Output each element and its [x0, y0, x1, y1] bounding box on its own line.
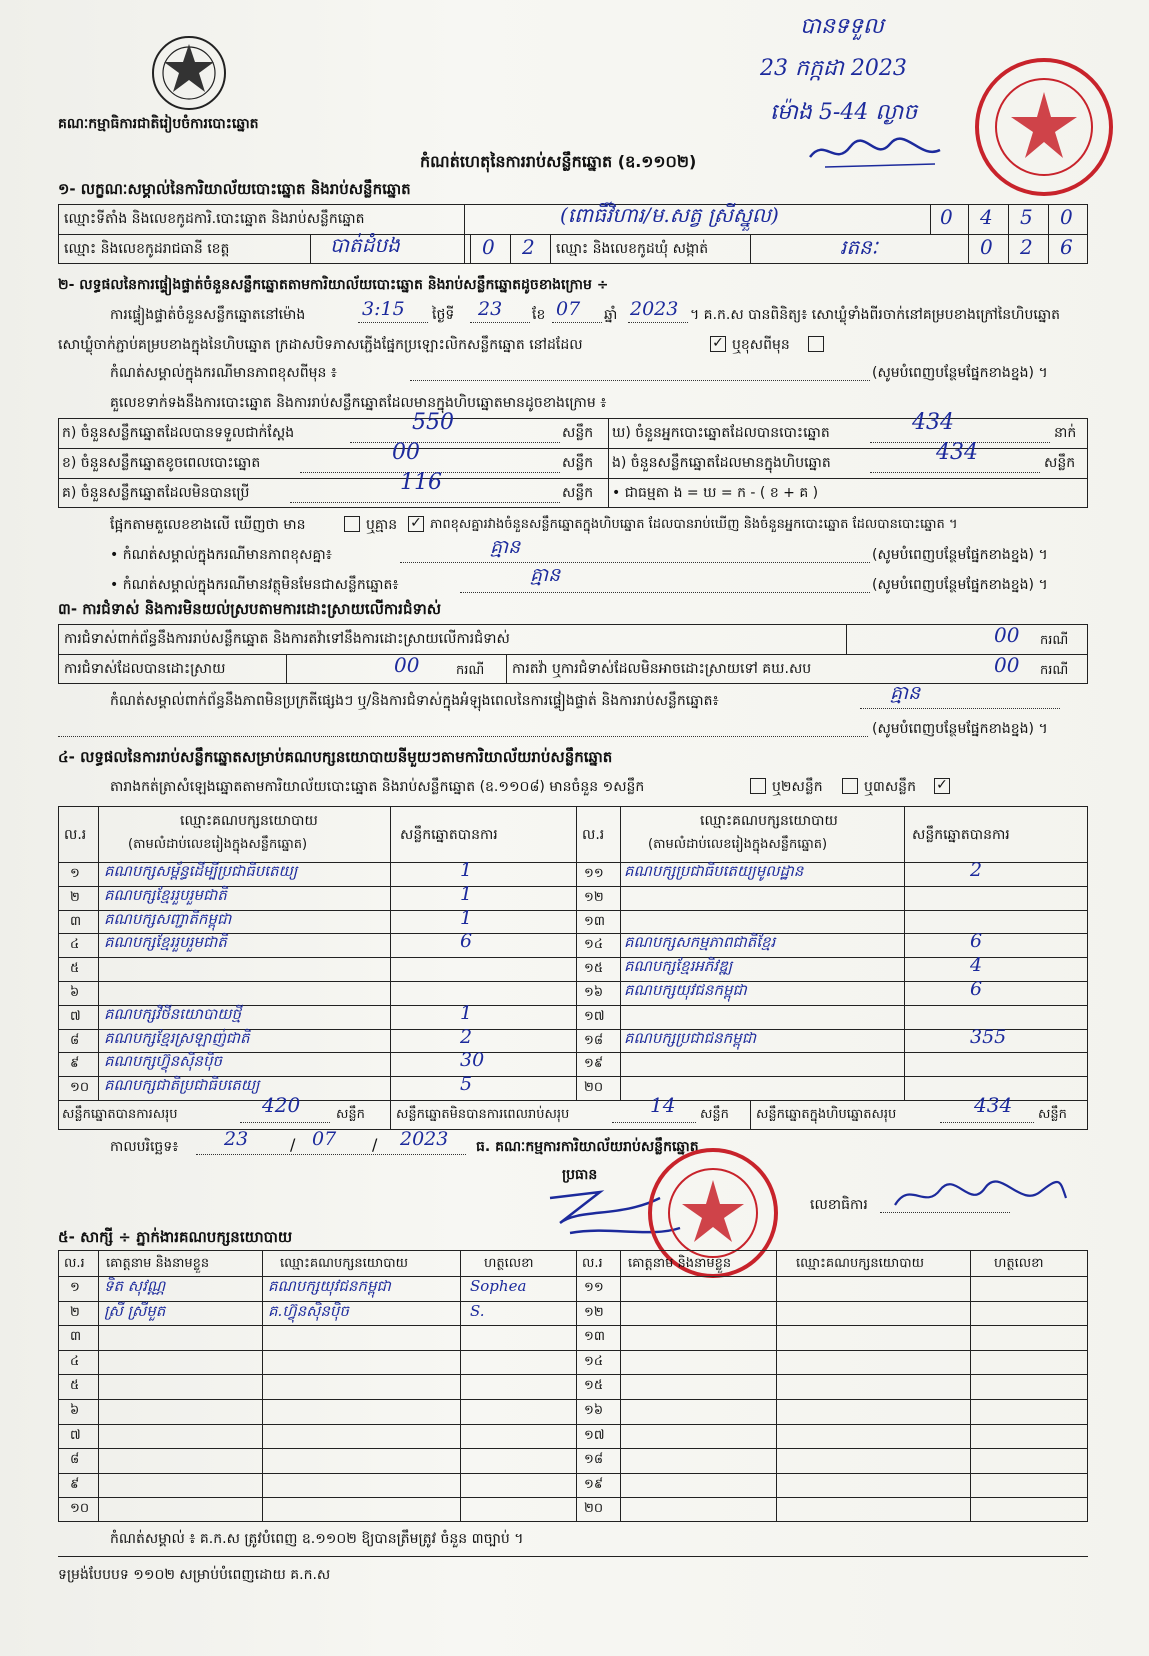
diff-note-label: កំណត់សម្គាល់ក្នុងករណីមានភាពខុសពីមុន ៖ — [110, 365, 337, 381]
witness-row-no-left: ១០ — [70, 1501, 90, 1517]
witness-row-divider — [58, 1301, 1088, 1302]
witness-row-party: គ.ហ៊្វុនស៊ិនប៉ិច — [268, 1301, 349, 1320]
station-code-2: 4 — [980, 205, 993, 229]
party-row-name-left: គណបក្សខ្មែរស្រឡាញ់ជាតិ — [104, 1028, 250, 1047]
province-code-2: 2 — [522, 235, 535, 259]
ka-unit: សន្លឹក — [562, 425, 594, 441]
date-year: 2023 — [400, 1128, 449, 1150]
witness-row-no-right: ១៨ — [584, 1452, 604, 1468]
party-row-name-left: គណបក្សសញ្ជាតិកម្ពុជា — [104, 909, 232, 928]
irregularity-note-label: កំណត់សម្គាល់ពាក់ព័ន្ធនឹងភាពមិនប្រក្រតីផ្សេងៗ ឬ/និងការជំទាស់ក្នុងអំឡុងពេលនៃការផ្ទៀងផ្ទាត់ និងការរាប់សន្លឹកឆ្នោត៖ — [110, 693, 719, 709]
party-row-votes-left: 1 — [460, 859, 473, 881]
party-row-no-left: ៥ — [70, 961, 80, 977]
witness-row-no-left: ៦ — [70, 1403, 80, 1418]
tally-3sheet-checkbox[interactable]: ✓ — [934, 778, 950, 794]
irregularity-fill: (សូមបំពេញបន្ថែមផ្នែកខាងខ្នង) ។ — [872, 721, 1048, 737]
kha-unit: សន្លឹក — [562, 455, 594, 471]
objections-resolved-unit: ករណី — [456, 663, 485, 678]
party-row-no-left: ១ — [70, 866, 80, 881]
objections-unresolved-label: ការតវ៉ា ឬការជំទាស់ដែលមិនអាចដោះស្រាយទៅ គឃ.សប — [512, 661, 812, 677]
witness-row-divider — [58, 1424, 1088, 1425]
ngo-value: 434 — [936, 440, 978, 465]
secretary-label: លេខាធិការ — [810, 1197, 868, 1213]
party-row-no-right: ១២ — [584, 889, 604, 905]
received-time: ម៉ោង 5-44 ល្ងាច — [770, 100, 918, 125]
note2-fill: (សូមបំពេញបន្ថែមផ្នែកខាងខ្នង) ។ — [872, 577, 1048, 593]
tally-2sheet-checkbox[interactable] — [842, 778, 858, 794]
receiver-signature — [805, 132, 945, 172]
party-row-votes-right: 6 — [970, 978, 983, 1000]
party-row-no-right: ១៣ — [584, 913, 605, 929]
party-row-votes-left: 1 — [460, 1001, 473, 1024]
total-box-label: សន្លឹកឆ្នោតក្នុងហិបឆ្នោតសរុប — [756, 1107, 897, 1122]
witness-row-divider — [58, 1399, 1088, 1400]
station-label: ឈ្មោះទីតាំង និងលេខកូដការិ.បោះឆ្នោត និងរាប់សន្លឹកឆ្នោត — [64, 211, 365, 227]
station-value: (ពោធិ៍វិហារ/ម.សត្វ ស្រីស្នួល) — [560, 203, 779, 227]
total-valid-value: 420 — [262, 1093, 301, 1117]
party-row-name-left: គណបក្សសម្ព័ន្ធដើម្បីប្រជាធិបតេយ្យ — [104, 862, 298, 880]
witness-row-divider — [58, 1374, 1088, 1375]
ngo-label: ង) ចំនួនសន្លឹកឆ្នោតដែលមានក្នុងហិបឆ្នោត — [612, 455, 831, 471]
party-row-name-right: គណបក្សប្រជាធិបតេយ្យមូលដ្ឋាន — [624, 862, 804, 880]
objections-resolved-value: 00 — [394, 653, 420, 677]
tally-3sheet-label: ឬ៣សន្លឹក — [864, 779, 916, 795]
verify-line2: សោឃ្លុំចាក់ភ្ជាប់គម្របខាងក្នុងនៃហិបឆ្នោត ក្រដាសបិទភាសភ្ជើងផ្នែកប្រឡោះលិកសន្លឹកឆ្នោត នៅដដែល — [58, 337, 583, 353]
witness-col-sign-right: ហត្ថលេខា — [994, 1256, 1044, 1271]
form-id: ទម្រង់បែបបទ ១១០២ សម្រាប់បំពេញដោយ គ.ក.ស — [58, 1567, 331, 1583]
commune-code-1: 0 — [980, 235, 993, 259]
total-invalid-label: សន្លឹកឆ្នោតមិនបានការពេលរាប់សរុប — [396, 1107, 570, 1122]
note1-label: • កំណត់សម្គាល់ក្នុងករណីមានភាពខុសគ្នា៖ — [110, 547, 332, 563]
received-label: បានទទួល — [800, 14, 884, 39]
witness-col-sign-left: ហត្ថលេខា — [484, 1256, 534, 1271]
total-valid-label: សន្លឹកឆ្នោតបានការសរុប — [62, 1107, 178, 1122]
party-row-no-right: ១៩ — [584, 1056, 604, 1072]
kha-value: 00 — [392, 440, 420, 465]
party-col-sub-left: (តាមលំដាប់លេខរៀងក្នុងសន្លឹកឆ្នោត) — [128, 837, 308, 852]
witness-col-no-right: ល.រ — [582, 1256, 603, 1271]
witness-row-no-left: ៧ — [70, 1427, 81, 1443]
witness-row-name: ទិត សុវណ្ណ — [104, 1277, 166, 1295]
commune-label: ឈ្មោះ និងលេខកូដឃុំ សង្កាត់ — [556, 241, 709, 257]
received-date: 23 កក្កដា 2023 — [760, 56, 907, 81]
witness-row-divider — [58, 1497, 1088, 1498]
witness-row-no-left: ៨ — [70, 1452, 80, 1468]
party-col-name-left: ឈ្មោះគណបក្សនយោបាយ — [180, 813, 318, 829]
commune-code-3: 6 — [1060, 235, 1073, 259]
section2-title: ២- លទ្ធផលនៃការផ្ទៀងផ្ទាត់ចំនួនសន្លឹកឆ្នោតតាមការិយាល័យបោះឆ្នោត និងរាប់សន្លឹកឆ្នោតដូចខាងក្រោម ÷ — [58, 277, 609, 293]
witness-row-signature: Sophea — [470, 1277, 527, 1295]
date-day: 23 — [224, 1128, 249, 1150]
witness-row-divider — [58, 1448, 1088, 1449]
witness-row-no-left: ៤ — [70, 1353, 80, 1369]
commune-value: រតនៈ — [840, 235, 878, 259]
party-row-name-right: គណបក្សសកម្មភាពជាតិខ្មែរ — [624, 933, 776, 952]
ko-label: គ) ចំនួនសន្លឹកឆ្នោតដែលមិនបានប្រើ — [62, 485, 250, 501]
party-row-votes-left: 2 — [460, 1025, 473, 1048]
witness-col-party-right: ឈ្មោះគណបក្សនយោបាយ — [796, 1256, 924, 1271]
party-row-votes-right: 355 — [970, 1025, 1007, 1048]
witness-row-signature: S. — [470, 1301, 485, 1320]
party-row-no-left: ៩ — [70, 1056, 80, 1072]
witness-row-no-left: ៥ — [70, 1378, 80, 1394]
ngo-unit: សន្លឹក — [1044, 455, 1076, 471]
party-row-name-left: គណបក្សហ៊្វុនស៊ិនប៉ិច — [104, 1052, 222, 1071]
witness-row-divider — [58, 1325, 1088, 1326]
witness-row-no-right: ១៩ — [584, 1476, 604, 1492]
party-row-no-right: ១៦ — [584, 985, 604, 1000]
tally-intro: តារាងកត់ត្រាសំឡេងឆ្នោតតាមការិយាល័យបោះឆ្នោត និងរាប់សន្លឹកឆ្នោត (ឧ.១១០៨) មានចំនួន ១សន្លឹក — [110, 779, 645, 795]
ko-unit: សន្លឹក — [562, 485, 594, 501]
party-row-divider — [58, 957, 1088, 958]
party-row-name-right: គណបក្សប្រជាជនកម្ពុជា — [624, 1028, 756, 1047]
org-name: គណៈកម្មាធិការជាតិរៀបចំការបោះឆ្នោត — [58, 116, 259, 132]
note1-value: គ្មាន — [490, 536, 521, 558]
party-row-name-right: គណបក្សខ្មែរអភិវឌ្ឍ — [624, 957, 733, 976]
has-diff-checkbox[interactable] — [344, 516, 360, 532]
party-row-name-left: គណបក្សខ្មែររួបរួមជាតិ — [104, 933, 227, 952]
diff-note-fill: (សូមបំពេញបន្ថែមផ្នែកខាងខ្នង) ។ — [872, 365, 1048, 381]
party-col-name-right: ឈ្មោះគណបក្សនយោបាយ — [700, 813, 838, 829]
total-valid-unit: សន្លឹក — [336, 1107, 365, 1122]
year-label: ឆ្នាំ — [604, 307, 618, 323]
party-row-no-left: ៦ — [70, 985, 80, 1000]
day-label: ថ្ងៃទី — [432, 307, 455, 323]
party-row-no-right: ១៤ — [584, 937, 604, 953]
ka-label: ក) ចំនួនសន្លឹកឆ្នោតដែលបានទទួលជាក់ស្តែង — [62, 425, 295, 441]
total-box-value: 434 — [974, 1093, 1013, 1117]
form-page: គណៈកម្មាធិការជាតិរៀបចំការបោះឆ្នោត កំណត់ហេតុនៃការរាប់សន្លឹកឆ្នោត (ឧ.១១០២) បានទទួល 23 កក្កដា 2023 ម៉ោង 5-44 ល្ងាច ១- លក្ខណៈសម្គាល់នៃការិយាល័យបោះឆ្នោត និងរាប់សន្លឹកឆ្នោត ឈ្មោះទីតាំង និងលេខកូដការិ.បោះឆ្នោត និងរាប់សន្លឹកឆ្នោត (ពោធិ៍វិហារ/ម.សត្វ ស្រីស្នួល) 0 4 5 0 ឈ្មោះ និងលេខកូដរាជធានី ខេត្ត បាត់ដំបង 0 2 ឈ្មោះ និងលេខកូដឃុំ សង្កាត់ រតនៈ 0 2 6 ២- លទ្ធផលនៃការផ្ទៀងផ្ទាត់ចំនួនសន្លឹកឆ្នោតតាមការិយាល័យបោះឆ្នោត និងរាប់សន្លឹកឆ្នោតដូចខាងក្រោម ÷ ការផ្ទៀងផ្ទាត់ចំនួនសន្លឹកឆ្នោតនៅម៉ោង 3:15 ថ្ងៃទី 23 ខែ 07 ឆ្នាំ 2023 ។ គ.ក.ស បានពិនិត្យ៖ សោឃ្លុំទាំងពីរចាក់នៅគម្របខាងក្រៅនៃហិបឆ្នោត សោឃ្លុំចាក់ភ្ជាប់គម្របខាងក្នុងនៃហិបឆ្នោត ក្រដាសបិទភាសភ្ជើងផ្នែកប្រឡោះលិកសន្លឹកឆ្នោត នៅដដែល ✓ ឬខុសពីមុន កំណត់សម្គាល់ក្នុងករណីមានភាពខុសពីមុន ៖ (សូមបំពេញបន្ថែមផ្នែកខាងខ្នង) ។ គួលេខទាក់ទងនឹងការបោះឆ្នោត និងការរាប់សន្លឹកឆ្នោតដែលមានក្នុងហិបឆ្នោតមានដូចខាងក្រោម ៖ ក) ចំនួនសន្លឹកឆ្នោតដែលបានទទួលជាក់ស្តែង 550 សន្លឹក ខ) ចំនួនសន្លឹកឆ្នោតខូចពេលបោះឆ្នោត 00 សន្លឹក គ) ចំនួនសន្លឹកឆ្នោតដែលមិនបានប្រើ 116 សន្លឹក ឃ) ចំនួនអ្នកបោះឆ្នោតដែលបានបោះឆ្នោត 434 នាក់ ង) ចំនួនសន្លឹកឆ្នោតដែលមានក្នុងហិបឆ្នោត 434 សន្លឹក • ជាធម្មតា ង = ឃ = ក - ( ខ + គ ) ផ្អែកតាមតួលេខខាងលើ ឃើញថា មាន ឬគ្មាន ✓ ភាពខុសគ្នារវាងចំនួនសន្លឹកឆ្នោតក្នុងហិបឆ្នោត ដែលបានរាប់ឃើញ និងចំនួនអ្នកបោះឆ្នោត ដែលបានបោះឆ្នោត ។ • កំណត់សម្គាល់ក្នុងករណីមានភាពខុសគ្នា៖ គ្មាន (សូមបំពេញបន្ថែមផ្នែកខាងខ្នង) ។ • កំណត់សម្គាល់ក្នុងករណីមានវត្ថុមិនមែនជាសន្លឹកឆ្នោត៖ គ្មាន (សូមបំពេញបន្ថែមផ្នែកខាងខ្នង) ។ ៣- ការជំទាស់ និងការមិនយល់ស្របតាមការដោះស្រាយលើការជំទាស់ ការជំទាស់ពាក់ព័ន្ធនឹងការរាប់សន្លឹកឆ្នោត និងការតវ៉ាទៅនឹងការដោះស្រាយលើការជំទាស់ 00 ករណី ការជំទាស់ដែលបានដោះស្រាយ 00 ករណី ការតវ៉ា ឬការជំទាស់ដែលមិនអាចដោះស្រាយទៅ គឃ.សប 00 ករណី កំណត់សម្គាល់ពាក់ព័ន្ធនឹងភាពមិនប្រក្រតីផ្សេងៗ ឬ/និងការជំទាស់ក្នុងអំឡុងពេលនៃការផ្ទៀងផ្ទាត់ និងការរាប់សន្លឹកឆ្នោត៖ គ្មាន (សូមបំពេញបន្ថែមផ្នែកខាងខ្នង) ។ ៤- លទ្ធផលនៃការរាប់សន្លឹកឆ្នោតសម្រាប់គណបក្សនយោបាយនីមួយៗតាមការិយាល័យរាប់សន្លឹកឆ្នោត តារាងកត់ត្រាសំឡេងឆ្នោតតាមការិយាល័យបោះឆ្នោត និងរាប់សន្លឹកឆ្នោត (ឧ.១១០៨) មានចំនួន ១សន្លឹក ឬ២សន្លឹក ឬ៣សន្លឹក ✓ ល.រ ឈ្មោះគណបក្សនយោបាយ (តាមលំដាប់លេខរៀងក្នុងសន្លឹកឆ្នោត) សន្លឹកឆ្នោតបានការ ល.រ ឈ្មោះគណបក្សនយោបាយ (តាមលំដាប់លេខរៀងក្នុងសន្លឹកឆ្នោត) សន្លឹកឆ្នោតបានការ ១ គណបក្សសម្ព័ន្ធដើម្បីប្រជាធិបតេយ្យ 1 ១១ គណបក្សប្រជាធិបតេយ្យមូលដ្ឋាន 2 ២ គណបក្សខ្មែររួបរួមជាតិ 1 ១២ ៣ គណបក្សសញ្ជាតិកម្ពុជា 1 ១៣ ៤ គណបក្សខ្មែររួបរួមជាតិ 6 ១៤ គណបក្សសកម្មភាពជាតិខ្មែរ 6 ៥ ១៥ គណបក្សខ្មែរអភិវឌ្ឍ 4 ៦ ១៦ គណបក្សយុវជនកម្ពុជា 6 ៧ គណបក្សវិថីនយោបាយថ្មី 1 ១៧ ៨ គណបក្សខ្មែរស្រឡាញ់ជាតិ 2 ១៨ គណបក្សប្រជាជនកម្ពុជា 355 ៩ គណបក្សហ៊្វុនស៊ិនប៉ិច 30 ១៩ ១០ គណបក្សជាតិប្រជាធិបតេយ្យ 5 ២០ សន្លឹកឆ្នោតបានការសរុប 420 សន្លឹក សន្លឹកឆ្នោតមិនបានការពេលរាប់សរុប 14 សន្លឹក សន្លឹកឆ្នោតក្នុងហិបឆ្នោតសរុប 434 សន្លឹក កាលបរិច្ឆេទ៖ 23 / 07 / 2023 ធ. គណៈកម្មការការិយាល័យរាប់សន្លឹកឆ្នោត ប្រធាន លេខាធិការ ៥- សាក្សី ÷ ភ្នាក់ងារគណបក្សនយោបាយ ល.រ គោត្តនាម និងនាមខ្លួន ឈ្មោះគណបក្សនយោបាយ ហត្ថលេខា ល.រ គោត្តនាម និងនាមខ្លួន ឈ្មោះគណបក្សនយោបាយ ហត្ថលេខា ១ ទិត សុវណ្ណ គណបក្សយុវជនកម្ពុជា Sophea ១១ ២ ស្រី ស្រីមួត គ.ហ៊្វុនស៊ិនប៉ិច S. ១២ ៣ ១៣ ៤ ១៤ ៥ ១៥ ៦ ១៦ ៧ ១៧ ៨ ១៨ ៩ ១៩ ១០ ២០ កំណត់សម្គាល់ ៖ គ.ក.ស ត្រូវបំពេញ ឧ.១១០២ ឱ្យបានត្រឹមត្រូវ ចំនួន ៣ច្បាប់ ។ ទម្រង់បែបបទ ១១០២ សម្រាប់បំពេញដោយ គ.ក.ស — [0, 0, 1149, 1656]
objections-resolved-label: ការជំទាស់ដែលបានដោះស្រាយ — [64, 661, 226, 677]
party-row-name-right: គណបក្សយុវជនកម្ពុជា — [624, 981, 747, 999]
province-value: បាត់ដំបង — [330, 233, 400, 257]
objections-row1-value: 00 — [994, 623, 1020, 647]
total-invalid-unit: សន្លឹក — [700, 1107, 729, 1122]
nec-emblem — [148, 32, 230, 114]
party-row-name-left: គណបក្សជាតិប្រជាធិបតេយ្យ — [104, 1076, 260, 1095]
station-code-3: 5 — [1020, 205, 1033, 229]
form-title: កំណត់ហេតុនៃការរាប់សន្លឹកឆ្នោត (ឧ.១១០២) — [420, 152, 697, 171]
commune-code-2: 2 — [1020, 235, 1033, 259]
party-row-votes-left: 1 — [460, 906, 473, 929]
party-row-votes-right: 6 — [970, 930, 983, 953]
party-row-votes-left: 6 — [460, 930, 473, 953]
verify-time-label: ការផ្ទៀងផ្ទាត់ចំនួនសន្លឹកឆ្នោតនៅម៉ោង — [110, 307, 306, 323]
verify-month: 07 — [556, 298, 581, 320]
party-row-no-right: ១៥ — [584, 961, 604, 977]
or-different-label: ឬខុសពីមុន — [732, 337, 790, 353]
party-row-votes-right: 2 — [970, 859, 983, 881]
witness-row-no-left: ៣ — [70, 1329, 82, 1345]
party-row-votes-left: 30 — [460, 1049, 485, 1072]
witness-row-no-right: ១៦ — [584, 1403, 604, 1418]
party-row-no-right: ១១ — [584, 866, 604, 881]
verify-day: 23 — [478, 298, 503, 320]
witness-row-name: ស្រី ស្រីមួត — [104, 1301, 166, 1320]
verify-year: 2023 — [630, 298, 679, 320]
witness-col-no-left: ល.រ — [64, 1256, 85, 1271]
footer-note: កំណត់សម្គាល់ ៖ គ.ក.ស ត្រូវបំពេញ ឧ.១១០២ ឱ្យបានត្រឹមត្រូវ ចំនួន ៣ច្បាប់ ។ — [110, 1531, 524, 1547]
witness-row-party: គណបក្សយុវជនកម្ពុជា — [268, 1277, 391, 1295]
irregularity-note-value: គ្មាន — [890, 682, 921, 704]
note1-fill: (សូមបំពេញបន្ថែមផ្នែកខាងខ្នង) ។ — [872, 547, 1048, 563]
witness-col-party-left: ឈ្មោះគណបក្សនយោបាយ — [280, 1256, 408, 1271]
witness-row-no-right: ១១ — [584, 1280, 604, 1295]
witness-row-no-right: ១៥ — [584, 1378, 604, 1394]
kho-unit: នាក់ — [1054, 425, 1077, 441]
tally-2sheet-label: ឬ២សន្លឹក — [772, 779, 823, 795]
diff-line-a: ផ្អែកតាមតួលេខខាងលើ ឃើញថា មាន — [110, 517, 306, 533]
party-row-no-right: ២០ — [584, 1080, 604, 1096]
witness-row-no-right: ២០ — [584, 1501, 604, 1517]
party-row-votes-left: 5 — [460, 1073, 473, 1096]
sign-org: ធ. គណៈកម្មការការិយាល័យរាប់សន្លឹកឆ្នោត — [476, 1139, 699, 1155]
party-col-no-right: ល.រ — [582, 827, 605, 843]
verify-line1-rest: ។ គ.ក.ស បានពិនិត្យ៖ សោឃ្លុំទាំងពីរចាក់នៅគម្របខាងក្រៅនៃហិបឆ្នោត — [690, 307, 1061, 323]
formula: • ជាធម្មតា ង = ឃ = ក - ( ខ + គ ) — [612, 485, 819, 501]
party-col-votes-right: សន្លឹកឆ្នោតបានការ — [912, 827, 1010, 843]
different-checkbox[interactable] — [808, 336, 824, 352]
party-row-no-right: ១៨ — [584, 1032, 604, 1048]
witness-row-no-left: ១ — [70, 1280, 80, 1295]
objections-row1-unit: ករណី — [1040, 633, 1069, 648]
kho-label: ឃ) ចំនួនអ្នកបោះឆ្នោតដែលបានបោះឆ្នោត — [612, 425, 830, 441]
chair-label: ប្រធាន — [562, 1167, 598, 1183]
total-box-unit: សន្លឹក — [1038, 1107, 1067, 1122]
objections-row1-label: ការជំទាស់ពាក់ព័ន្ធនឹងការរាប់សន្លឹកឆ្នោត និងការតវ៉ាទៅនឹងការដោះស្រាយលើការជំទាស់ — [64, 631, 510, 647]
witness-row-divider — [58, 1350, 1088, 1351]
objections-unresolved-value: 00 — [994, 653, 1020, 677]
party-col-sub-right: (តាមលំដាប់លេខរៀងក្នុងសន្លឹកឆ្នោត) — [648, 837, 828, 852]
witness-col-name-left: គោត្តនាម និងនាមខ្លួន — [106, 1256, 210, 1271]
same-checkbox[interactable]: ✓ — [710, 336, 726, 352]
note2-value: គ្មាន — [530, 564, 561, 586]
witness-row-no-right: ១៣ — [584, 1329, 605, 1345]
party-row-no-left: ៨ — [70, 1032, 80, 1048]
ko-value: 116 — [400, 470, 442, 495]
witness-table — [58, 1250, 1088, 1522]
objections-unresolved-unit: ករណី — [1040, 663, 1069, 678]
party-col-votes-left: សន្លឹកឆ្នោតបានការ — [400, 827, 498, 843]
party-row-divider — [58, 981, 1088, 982]
ka-value: 550 — [412, 410, 454, 435]
note2-label: • កំណត់សម្គាល់ក្នុងករណីមានវត្ថុមិនមែនជាសន្លឹកឆ្នោត៖ — [110, 577, 399, 593]
province-code-1: 0 — [482, 235, 495, 259]
witness-row-no-right: ១៤ — [584, 1353, 604, 1369]
date-label: កាលបរិច្ឆេទ៖ — [110, 1139, 179, 1155]
party-row-no-left: ៣ — [70, 913, 82, 929]
tally-1sheet-checkbox[interactable] — [750, 778, 766, 794]
station-code-1: 0 — [940, 205, 953, 229]
party-row-no-right: ១៧ — [584, 1008, 605, 1024]
no-diff-checkbox[interactable]: ✓ — [408, 516, 424, 532]
section4-title: ៤- លទ្ធផលនៃការរាប់សន្លឹកឆ្នោតសម្រាប់គណបក្សនយោបាយនីមួយៗតាមការិយាល័យរាប់សន្លឹកឆ្នោត — [58, 748, 613, 766]
party-row-no-left: ៧ — [70, 1008, 81, 1024]
secretary-signature — [890, 1170, 1070, 1220]
province-label: ឈ្មោះ និងលេខកូដរាជធានី ខេត្ត — [64, 241, 230, 257]
witness-col-name-right: គោត្តនាម និងនាមខ្លួន — [628, 1256, 732, 1271]
witness-row-no-left: ២ — [70, 1304, 80, 1320]
verify-time: 3:15 — [362, 298, 405, 320]
total-invalid-value: 14 — [650, 1093, 676, 1117]
witness-row-no-left: ៩ — [70, 1476, 80, 1492]
party-row-name-left: គណបក្សវិថីនយោបាយថ្មី — [104, 1004, 242, 1023]
party-row-votes-left: 1 — [460, 882, 473, 905]
date-month: 07 — [312, 1128, 337, 1150]
month-label: ខែ — [532, 307, 546, 323]
party-row-name-left: គណបក្សខ្មែររួបរួមជាតិ — [104, 885, 227, 904]
section1-title: ១- លក្ខណៈសម្គាល់នៃការិយាល័យបោះឆ្នោត និងរាប់សន្លឹកឆ្នោត — [58, 180, 411, 198]
witness-row-no-right: ១២ — [584, 1304, 604, 1320]
section3-title: ៣- ការជំទាស់ និងការមិនយល់ស្របតាមការដោះស្រាយលើការជំទាស់ — [58, 600, 442, 618]
party-row-no-left: ២ — [70, 889, 80, 905]
kha-label: ខ) ចំនួនសន្លឹកឆ្នោតខូចពេលបោះឆ្នោត — [62, 455, 261, 471]
counts-intro: គួលេខទាក់ទងនឹងការបោះឆ្នោត និងការរាប់សន្លឹកឆ្នោតដែលមានក្នុងហិបឆ្នោតមានដូចខាងក្រោម ៖ — [110, 395, 607, 411]
section5-title: ៥- សាក្សី ÷ ភ្នាក់ងារគណបក្សនយោបាយ — [58, 1228, 293, 1246]
party-col-no-left: ល.រ — [64, 827, 87, 843]
party-row-votes-right: 4 — [970, 954, 983, 977]
witness-row-divider — [58, 1473, 1088, 1474]
party-row-no-left: ៤ — [70, 937, 80, 953]
party-row-no-left: ១០ — [70, 1080, 90, 1096]
kho-value: 434 — [912, 410, 954, 435]
diff-line-b: ឬគ្មាន — [366, 517, 398, 533]
diff-line-c: ភាពខុសគ្នារវាងចំនួនសន្លឹកឆ្នោតក្នុងហិបឆ្នោត ដែលបានរាប់ឃើញ និងចំនួនអ្នកបោះឆ្នោត ដែលបានបោះឆ្នោត ។ — [430, 517, 958, 532]
official-stamp-top — [975, 58, 1113, 196]
witness-row-no-right: ១៧ — [584, 1427, 605, 1443]
station-code-4: 0 — [1060, 205, 1073, 229]
